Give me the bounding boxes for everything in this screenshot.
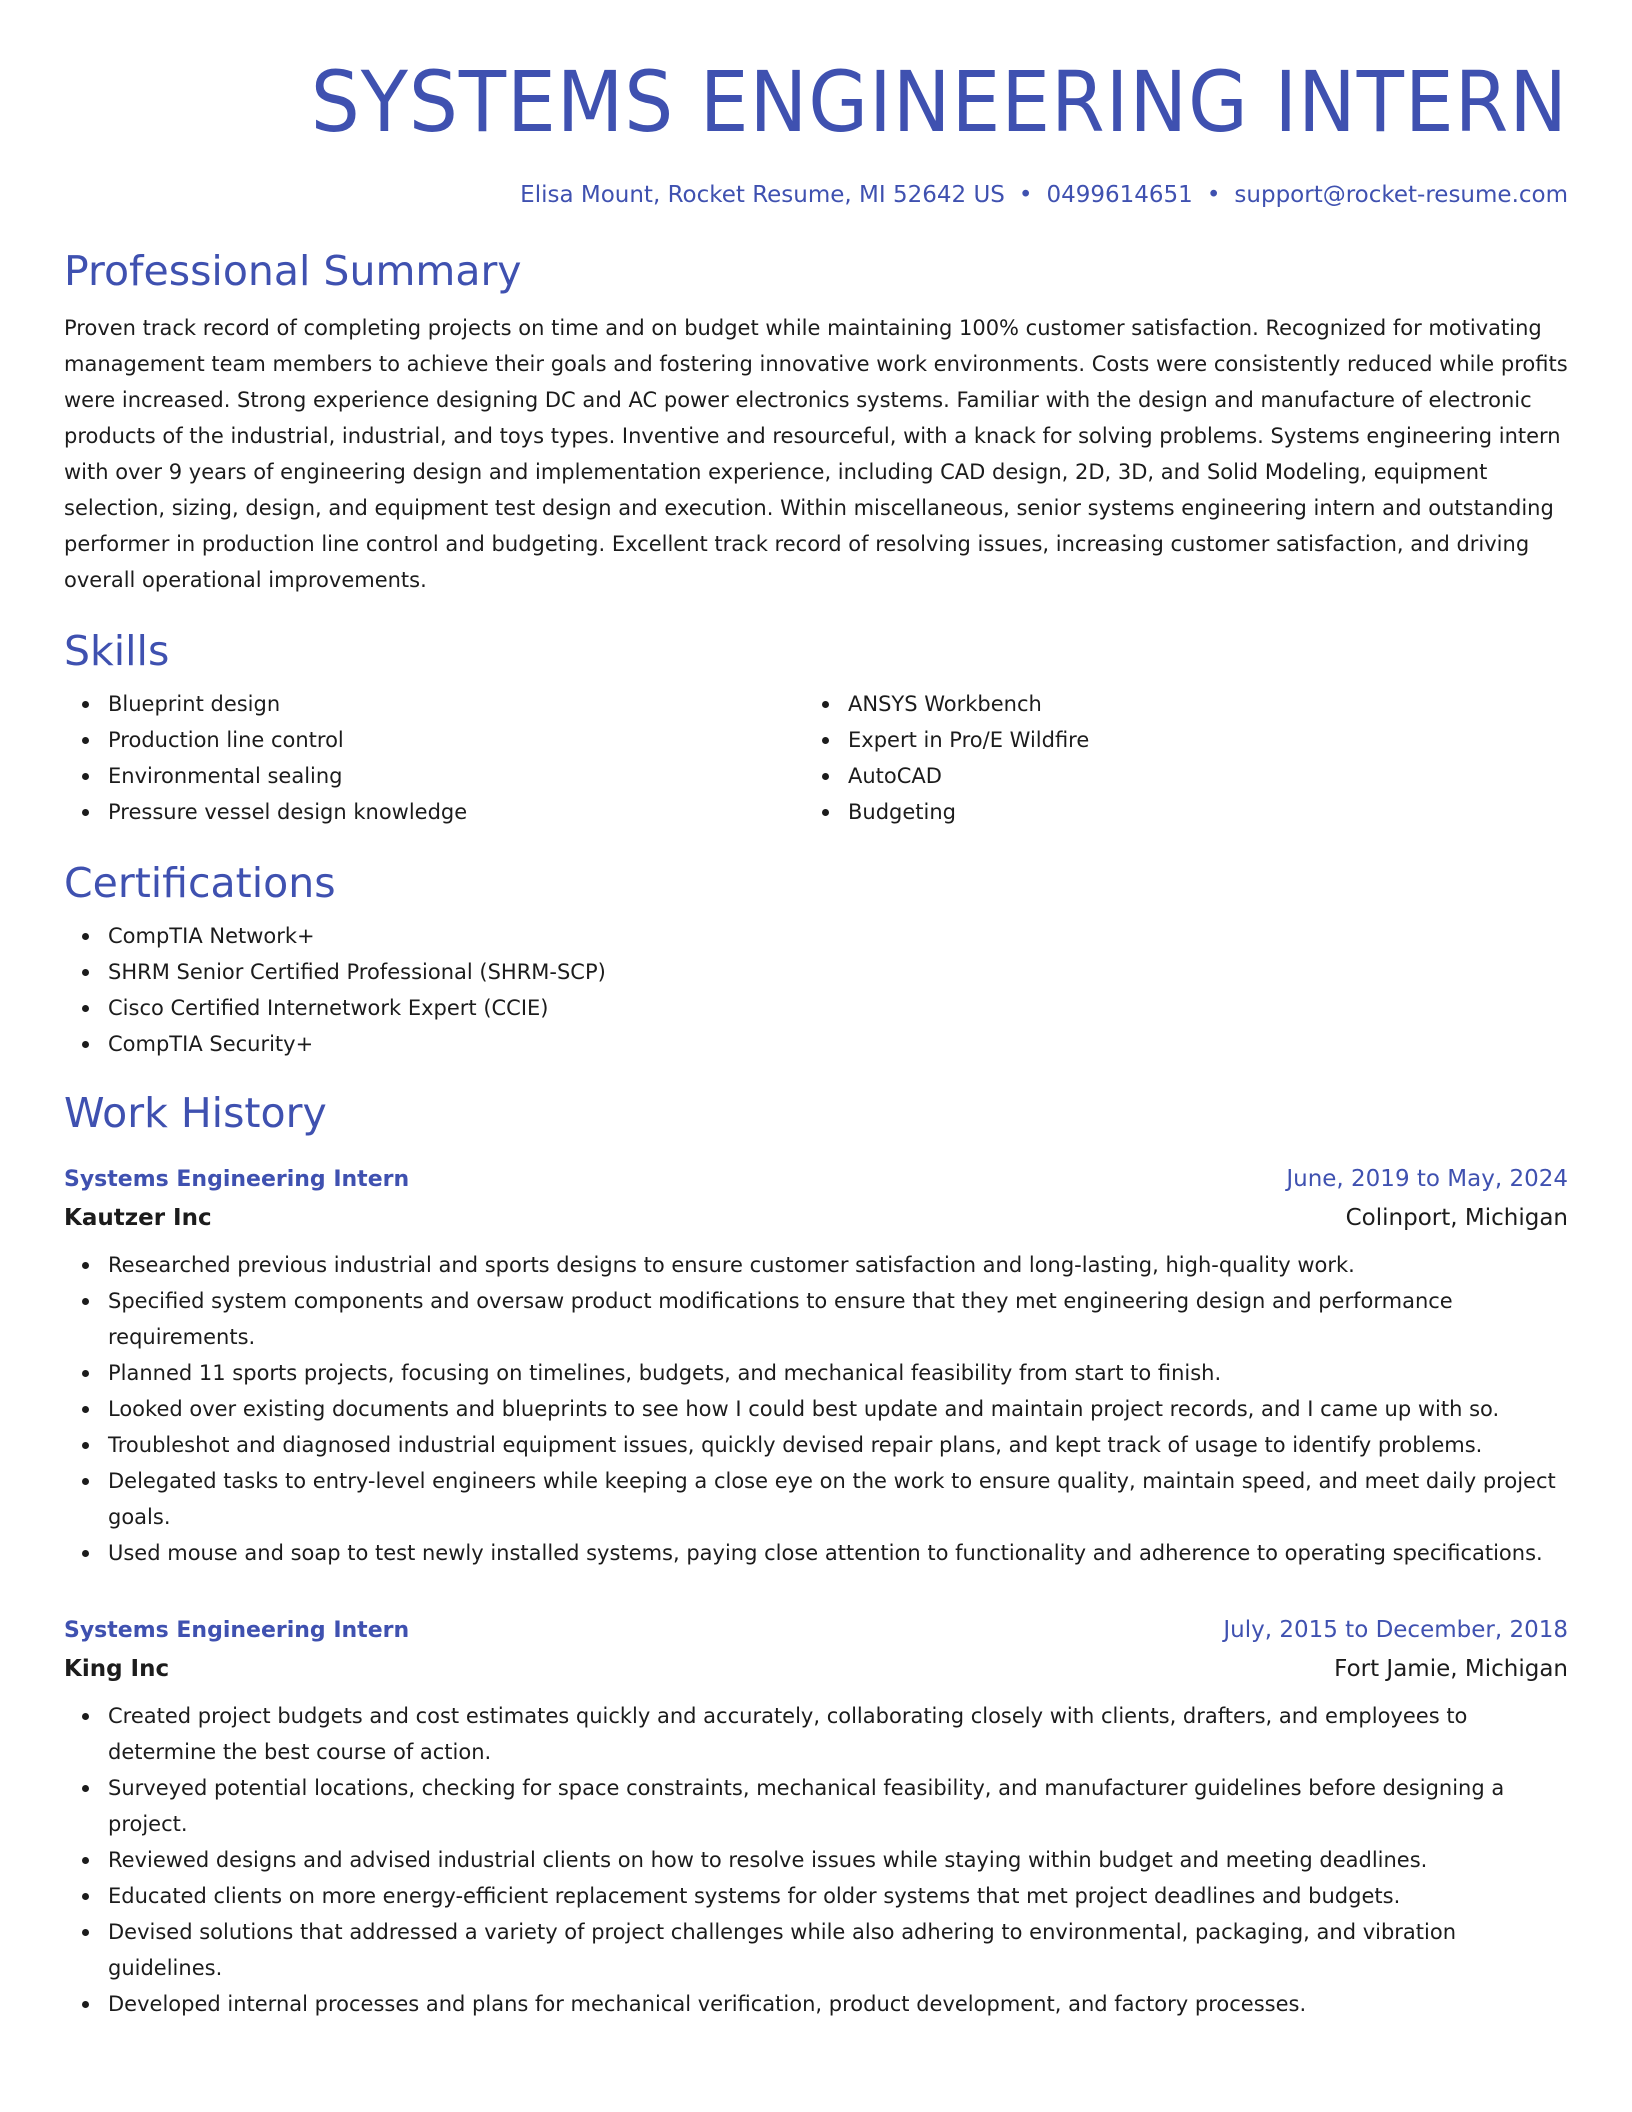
contact-address: Elisa Mount, Rocket Resume, MI 52642 US <box>520 182 1005 208</box>
certification-item: CompTIA Security+ <box>108 1026 1568 1062</box>
skill-item: Expert in Pro/E Wildfire <box>848 722 1544 758</box>
certification-item: SHRM Senior Certified Professional (SHRM-SCP) <box>108 954 1568 990</box>
job-location: Colinport, Michigan <box>1345 1205 1568 1231</box>
job-bullet: Devised solutions that addressed a variety of project challenges while also adhering to environmental, packaging, and vibration guidelines. <box>108 1914 1568 1986</box>
job-bullets <box>64 1698 1568 2022</box>
job-dates: June, 2019 to May, 2024 <box>1286 1166 1568 1192</box>
job-title: Systems Engineering Intern <box>64 1618 410 1643</box>
summary-text: Proven track record of completing projects on time and on budget while maintaining 100% customer satisfaction. Recognized for motivating management team members to achieve their goals and fostering innovative work environments. Costs were consistently reduced while profits were increased. Strong experience designing DC and AC power electronics systems. Familiar with the design and manufacture of electronic products of the industrial, industrial, and toys types. Inventive and resourceful, with a knack for solving problems. Systems engineering intern with over 9 years of engineering design and implementation experience, including CAD design, 2D, 3D, and Solid Modeling, equipment selection, sizing, design, and equipment test design and execution. Within miscellaneous, senior systems engineering intern and outstanding performer in production line control and budgeting. Excellent track record of resolving issues, increasing customer satisfaction, and driving overall operational improvements. <box>64 316 1568 592</box>
certification-item: CompTIA Network+ <box>108 918 1568 954</box>
job-company: Kautzer Inc <box>64 1205 212 1231</box>
skills-grid <box>64 686 1568 830</box>
skill-item: Budgeting <box>848 794 1544 830</box>
job-bullet: Created project budgets and cost estimates quickly and accurately, collaborating closely with clients, drafters, and employees to determine the best course of action. <box>108 1698 1568 1770</box>
job-entry <box>64 1160 1568 1571</box>
job-title-line <box>64 1611 1568 1650</box>
job-bullet: Specified system components and oversaw product modifications to ensure that they met engineering design and performance requirements. <box>108 1283 1568 1355</box>
job-entry <box>64 1611 1568 2022</box>
job-dates: July, 2015 to December, 2018 <box>1223 1617 1568 1643</box>
job-location: Fort Jamie, Michigan <box>1334 1656 1568 1682</box>
job-title: Systems Engineering Intern <box>64 1167 410 1192</box>
job-bullet: Educated clients on more energy-efficient replacement systems for older systems that met project deadlines and budgets. <box>108 1878 1568 1914</box>
skills-heading: Skills <box>64 627 170 675</box>
contact-separator: • <box>1018 182 1033 208</box>
resume-title: SYSTEMS ENGINEERING INTERN <box>310 53 1568 151</box>
contact-email: support@rocket-resume.com <box>1234 182 1568 208</box>
job-company-line <box>64 1650 1568 1688</box>
skill-item: Production line control <box>108 722 804 758</box>
skill-item: AutoCAD <box>848 758 1544 794</box>
job-bullet: Troubleshot and diagnosed industrial equipment issues, quickly devised repair plans, and kept track of usage to identify problems. <box>108 1427 1568 1463</box>
job-bullet: Developed internal processes and plans for mechanical verification, product development, and factory processes. <box>108 1986 1568 2022</box>
skill-item: Blueprint design <box>108 686 804 722</box>
job-bullets <box>64 1247 1568 1571</box>
job-bullet: Reviewed designs and advised industrial clients on how to resolve issues while staying within budget and meeting deadlines. <box>108 1842 1568 1878</box>
skill-item: Environmental sealing <box>108 758 804 794</box>
contact-phone: 0499614651 <box>1046 182 1193 208</box>
work-history-heading: Work History <box>64 1089 327 1137</box>
job-bullet: Researched previous industrial and sports designs to ensure customer satisfaction and long-lasting, high-quality work. <box>108 1247 1568 1283</box>
certifications-list <box>64 918 1568 1062</box>
summary-heading: Professional Summary <box>64 247 522 295</box>
skills-column-right <box>804 686 1544 830</box>
certification-item: Cisco Certified Internetwork Expert (CCIE) <box>108 990 1568 1026</box>
job-bullet: Surveyed potential locations, checking for space constraints, mechanical feasibility, and manufacturer guidelines before designing a project. <box>108 1770 1568 1842</box>
skills-column-left <box>64 686 804 830</box>
job-company: King Inc <box>64 1656 170 1682</box>
certifications-heading: Certifications <box>64 859 336 907</box>
job-company-line <box>64 1199 1568 1237</box>
skill-item: Pressure vessel design knowledge <box>108 794 804 830</box>
job-bullet: Looked over existing documents and blueprints to see how I could best update and maintain project records, and I came up with so. <box>108 1391 1568 1427</box>
work-history-section <box>64 1088 1568 2022</box>
job-bullet: Used mouse and soap to test newly installed systems, paying close attention to functionality and adherence to operating specifications. <box>108 1535 1568 1571</box>
contact-separator: • <box>1206 182 1221 208</box>
summary-section <box>64 246 1568 598</box>
job-title-line <box>64 1160 1568 1199</box>
skill-item: ANSYS Workbench <box>848 686 1544 722</box>
skills-section <box>64 626 1568 830</box>
certifications-section <box>64 858 1568 1062</box>
contact-line <box>64 180 1568 210</box>
job-bullet: Delegated tasks to entry-level engineers while keeping a close eye on the work to ensure quality, maintain speed, and meet daily project goals. <box>108 1463 1568 1535</box>
job-bullet: Planned 11 sports projects, focusing on timelines, budgets, and mechanical feasibility from start to finish. <box>108 1355 1568 1391</box>
